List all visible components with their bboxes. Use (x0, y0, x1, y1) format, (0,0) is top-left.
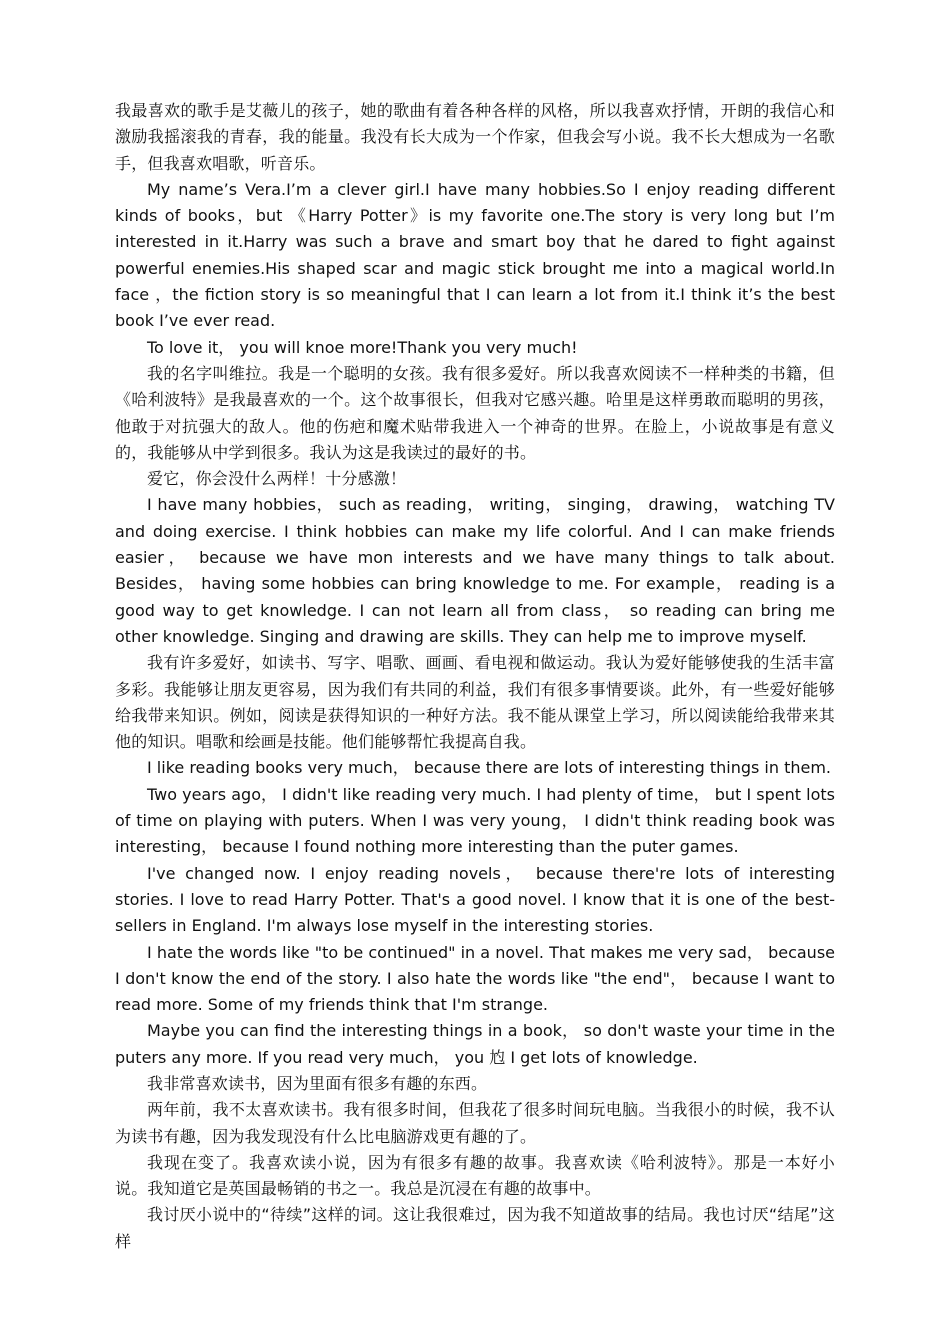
paragraph-en-vera-harry-potter: My name’s Vera.I’m a clever girl.I have many hobbies.So I enjoy reading different kinds of books，but 《Harry Potter》is my favorite one.The story is very long but I’m interested in it.Harry was such a brave and smart boy that he dared to fight against powerful enemies.His shaped scar and magic stick brought me into a magical world.In face ，the fiction story is so meaningful that I can learn a lot from it.I think it’s the best book I’ve ever read. (115, 179, 835, 331)
paragraph-cn-favorite-singer: 我最喜欢的歌手是艾薇儿的孩子，她的歌曲有着各种各样的风格，所以我喜欢抒情，开朗的我信心和激励我摇滚我的青春，我的能量。我没有长大成为一个作家，但我会写小说。我不长大想成为一名歌手，但我喜欢唱歌，听音乐。 (115, 101, 835, 173)
paragraph-en-hate-words: I hate the words like "to be continued" in a novel. That makes me very sad， because I don't know the end of the story. I also hate the words like "the end"， because I want to read more. Some of my friends think that I'm strange. (115, 942, 835, 1015)
paragraph-en-two-years-ago: Two years ago， I didn't like reading very much. I had plenty of time， but I spent lots of time on playing with puters. When I was very young， I didn't think reading book was interesting， because I found nothing more interesting than the puter games. (115, 784, 835, 857)
paragraph-cn-two-years-ago: 两年前，我不太喜欢读书。我有很多时间，但我花了很多时间玩电脑。当我很小的时候，我不认为读书有趣，因为我发现没有什么比电脑游戏更有趣的了。 (115, 1100, 835, 1146)
paragraph-cn-changed-now: 我现在变了。我喜欢读小说，因为有很多有趣的故事。我喜欢读《哈利波特》。那是一本好小说。我知道它是英国最畅销的书之一。我总是沉浸在有趣的故事中。 (115, 1152, 835, 1199)
paragraph-en-like-reading: I like reading books very much， because there are lots of interesting things in them. (147, 758, 832, 778)
paragraph-cn-love-it: 爱它，你会没什么两样！十分感激！ (147, 469, 407, 489)
paragraph-en-maybe-you-can: Maybe you can find the interesting things in a book， so don't waste your time in the puters any more. If you read very much， you 尥 I get lots of knowledge. (115, 1021, 835, 1067)
paragraph-cn-vera-harry-potter: 我的名字叫维拉。我是一个聪明的女孩。我有很多爱好。所以我喜欢阅读不一样种类的书籍，但《哈利波特》是我最喜欢的一个。这个故事很长，但我对它感兴趣。哈里是这样勇敢而聪明的男孩，他敢于对抗强大的敌人。他的伤疤和魔术贴带我进入一个神奇的世界。在脸上，小说故事是有意义的，我能够从中学到很多。我认为这是我读过的最好的书。 (115, 363, 835, 462)
paragraph-en-love-it: To love it， you will knoe more!Thank you very much! (147, 337, 578, 357)
paragraph-cn-like-reading: 我非常喜欢读书，因为里面有很多有趣的东西。 (147, 1073, 488, 1093)
paragraph-en-changed-now: I've changed now. I enjoy reading novels， because there're lots of interesting stories. I love to read Harry Potter. That's a good novel. I know that it is one of the best-sellers in England. I'm always lose myself in the interesting stories. (115, 863, 835, 936)
document-page (115, 98, 835, 1255)
paragraph-en-hobbies: I have many hobbies， such as reading， writing， singing， drawing， watching TV and doing exercise. I think hobbies can make my life colorful. And I can make friends easier， because we have mon interests and we have many things to talk about. Besides， having some hobbies can bring knowledge to me. For example， reading is a good way to get knowledge. I can not learn all from class， so reading can bring me other knowledge. Singing and drawing are skills. They can help me to improve myself. (115, 495, 835, 646)
paragraph-cn-hobbies: 我有许多爱好，如读书、写字、唱歌、画画、看电视和做运动。我认为爱好能够使我的生活丰富多彩。我能够让朋友更容易，因为我们有共同的利益，我们有很多事情要谈。此外，有一些爱好能够给我带来知识。例如，阅读是获得知识的一种好方法。我不能从课堂上学习，所以阅读能给我带来其他的知识。唱歌和绘画是技能。他们能够帮忙我提高自我。 (115, 653, 835, 752)
paragraph-cn-hate-words: 我讨厌小说中的“待续”这样的词。这让我很难过，因为我不知道故事的结局。我也讨厌“结尾”这样 (115, 1205, 835, 1251)
